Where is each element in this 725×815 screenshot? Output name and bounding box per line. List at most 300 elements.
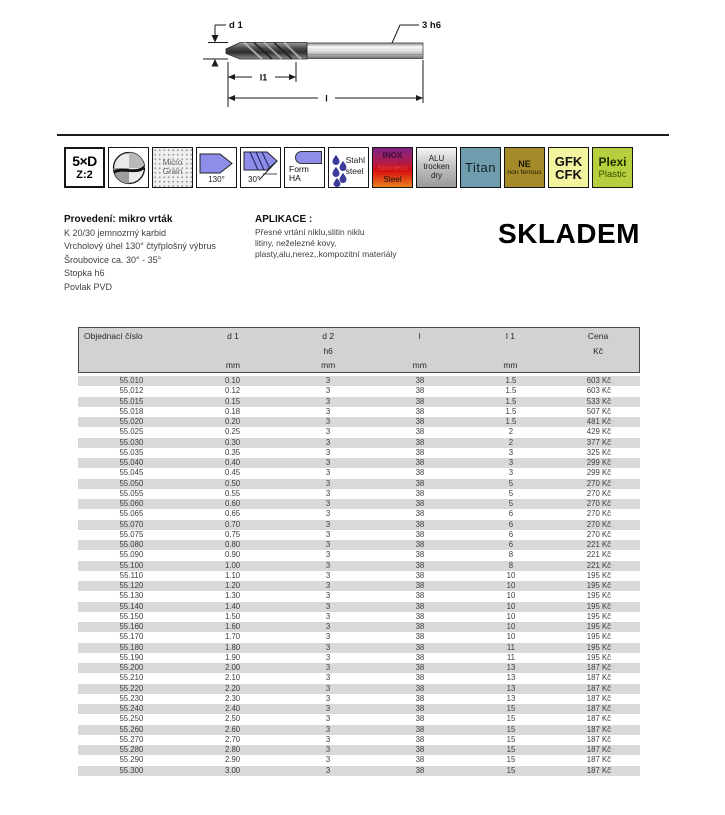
table-cell: 15 — [506, 734, 516, 744]
table-cell: 3 — [325, 519, 331, 529]
table-cell: 5 — [508, 478, 514, 488]
table-cell: 3 — [325, 622, 331, 632]
table-cell: 3 — [325, 499, 331, 509]
table-cell: 11 — [506, 652, 516, 662]
table-cell: 187 Kč — [586, 765, 612, 775]
table-cell: 38 — [415, 529, 425, 539]
table-cell: 38 — [415, 447, 425, 457]
table-cell: 2 — [508, 427, 514, 437]
table-cell: 270 Kč — [586, 499, 612, 509]
header-price: Cena — [587, 331, 609, 341]
table-cell: 38 — [415, 458, 425, 468]
table-cell: 38 — [415, 581, 425, 591]
table-cell: 38 — [415, 417, 425, 427]
table-cell: 38 — [415, 673, 425, 683]
table-cell: 0.80 — [224, 540, 241, 550]
badge-gfk-cfk — [548, 147, 589, 188]
table-cell: 38 — [415, 601, 425, 611]
table-cell: 221 Kč — [586, 540, 612, 550]
table-row — [78, 561, 640, 571]
table-cell: 15 — [506, 765, 516, 775]
table-cell: 0.45 — [224, 468, 241, 478]
table-cell: 221 Kč — [586, 560, 612, 570]
table-row — [78, 632, 640, 642]
badge-5xd-label: 5×D — [72, 153, 97, 169]
table-row — [78, 479, 640, 489]
table-cell: 38 — [415, 652, 425, 662]
table-row — [78, 427, 640, 437]
table-cell: 38 — [415, 386, 425, 396]
table-cell: 55.300 — [119, 765, 144, 775]
table-cell: 0.55 — [224, 488, 241, 498]
table-cell: 38 — [415, 406, 425, 416]
table-cell: 10 — [506, 622, 516, 632]
table-cell: 3 — [325, 704, 331, 714]
drill-flutes — [226, 43, 307, 60]
divider-line — [57, 134, 669, 136]
aplikace-section — [255, 214, 485, 259]
table-cell: 429 Kč — [586, 427, 612, 437]
badge-plastic-label: Plastic — [598, 168, 627, 180]
table-cell: 3 — [325, 468, 331, 478]
table-cell: 15 — [506, 704, 516, 714]
table-cell: 38 — [415, 734, 425, 744]
provedeni-line: Vrcholový úhel 130° čtyřplošný výbrus — [64, 241, 216, 252]
table-cell: 3 — [325, 745, 331, 755]
table-cell: 38 — [415, 745, 425, 755]
table-cell: 38 — [415, 591, 425, 601]
provedeni-line: Šroubovice ca. 30° - 35° — [64, 254, 162, 265]
table-cell: 0.50 — [224, 478, 241, 488]
badge-plexi-plastic — [592, 147, 633, 188]
table-cell: 325 Kč — [586, 447, 612, 457]
table-row — [78, 694, 640, 704]
badge-inox-label: INOX — [382, 151, 403, 160]
aplikace-line: litiny, neželezné kovy, — [255, 237, 337, 248]
badge-plexi-label: Plexi — [598, 154, 627, 169]
table-row — [78, 643, 640, 653]
table-cell: 15 — [506, 755, 516, 765]
table-cell: 38 — [415, 714, 425, 724]
table-cell: 5 — [508, 488, 514, 498]
badge-dry-label: dry — [430, 170, 443, 180]
table-cell: 3 — [325, 724, 331, 734]
table-cell: 187 Kč — [586, 704, 612, 714]
table-row — [78, 745, 640, 755]
table-cell: 3 — [325, 611, 331, 621]
table-row — [78, 571, 640, 581]
badge-steel-label: steel — [345, 166, 364, 176]
table-cell: 38 — [415, 704, 425, 714]
table-row — [78, 489, 640, 499]
aplikace-title: APLIKACE : — [255, 214, 313, 225]
badge-point-angle-label: 130° — [208, 175, 225, 184]
table-cell: 38 — [415, 724, 425, 734]
provedeni-line: Stopka h6 — [64, 268, 105, 279]
table-cell: 1.10 — [224, 570, 241, 580]
table-row — [78, 653, 640, 663]
badge-alu-dry — [416, 147, 457, 188]
table-cell: 3 — [325, 396, 331, 406]
table-cell: 3 — [325, 427, 331, 437]
dimension-label-l1: l1 — [259, 72, 268, 83]
table-row — [78, 520, 640, 530]
table-cell: 5 — [508, 499, 514, 509]
dimension-lines — [203, 25, 423, 107]
table-cell: 10 — [506, 601, 516, 611]
table-row — [78, 663, 640, 673]
table-cell: 55.025 — [119, 427, 144, 437]
table-cell: 38 — [415, 468, 425, 478]
badge-micro-grain-line1: Micro — [162, 158, 183, 167]
table-cell: 55.140 — [119, 601, 144, 611]
table-row — [78, 550, 640, 560]
aplikace-line: plasty,alu,nerez,.kompozitní materiály — [255, 248, 397, 259]
table-cell: 55.270 — [119, 734, 144, 744]
table-row — [78, 684, 640, 694]
table-cell: 3 — [325, 406, 331, 416]
table-cell: 0.10 — [224, 376, 241, 386]
badge-inox-stainless — [372, 147, 413, 188]
table-cell: 55.075 — [119, 529, 144, 539]
badge-5xd-z2 — [64, 147, 105, 188]
table-cell: 55.020 — [119, 417, 144, 427]
table-cell: 55.240 — [119, 704, 144, 714]
table-cell: 55.230 — [119, 693, 144, 703]
table-row — [78, 458, 640, 468]
dimension-label-l: l — [325, 93, 328, 104]
table-cell: 38 — [415, 632, 425, 642]
table-cell: 55.030 — [119, 437, 144, 447]
table-cell: 55.260 — [119, 724, 144, 734]
table-row — [78, 704, 640, 714]
table-cell: 2.90 — [224, 755, 241, 765]
table-cell: 0.25 — [224, 427, 241, 437]
table-cell: 3 — [325, 734, 331, 744]
table-cell: 1.00 — [224, 560, 241, 570]
table-cell: 38 — [415, 642, 425, 652]
table-cell: 55.040 — [119, 458, 144, 468]
table-cell: 187 Kč — [586, 683, 612, 693]
badge-stainless-label: Stainless — [377, 163, 408, 172]
table-cell: 2.20 — [224, 683, 241, 693]
badge-ha-label: HA — [289, 173, 301, 183]
table-row — [78, 376, 640, 386]
table-cell: 2.30 — [224, 693, 241, 703]
badge-z2-label: Z:2 — [76, 169, 93, 181]
table-cell: 195 Kč — [586, 581, 612, 591]
table-cell: 38 — [415, 611, 425, 621]
table-cell: 3 — [325, 417, 331, 427]
badge-cross-section — [108, 147, 149, 188]
table-cell: 55.060 — [119, 499, 144, 509]
table-cell: 3 — [325, 581, 331, 591]
table-cell: 481 Kč — [586, 417, 612, 427]
table-cell: 2.60 — [224, 724, 241, 734]
table-cell: 13 — [506, 673, 516, 683]
table-cell: 15 — [506, 745, 516, 755]
table-cell: 38 — [415, 396, 425, 406]
table-cell: 195 Kč — [586, 652, 612, 662]
table-cell: 2.50 — [224, 714, 241, 724]
badge-helix-angle — [240, 147, 281, 188]
dimension-label-shank: 3 h6 — [422, 20, 442, 31]
table-cell: 3 — [325, 488, 331, 498]
table-cell: 603 Kč — [586, 386, 612, 396]
badge-titan — [460, 147, 501, 188]
table-cell: 3.00 — [224, 765, 241, 775]
table-cell: 1.5 — [505, 406, 517, 416]
badge-point-angle — [196, 147, 237, 188]
table-row — [78, 591, 640, 601]
table-cell: 55.012 — [119, 386, 144, 396]
table-cell: 55.170 — [119, 632, 144, 642]
table-cell: 55.080 — [119, 540, 144, 550]
table-cell: 38 — [415, 755, 425, 765]
table-cell: 55.160 — [119, 622, 144, 632]
table-cell: 0.35 — [224, 447, 241, 457]
table-cell: 55.050 — [119, 478, 144, 488]
table-cell: 507 Kč — [586, 406, 612, 416]
table-cell: 0.15 — [224, 396, 241, 406]
table-cell: 3 — [325, 529, 331, 539]
table-cell: 187 Kč — [586, 745, 612, 755]
table-cell: 6 — [508, 519, 514, 529]
header-d1: d 1 — [227, 331, 239, 341]
table-cell: 187 Kč — [586, 673, 612, 683]
table-cell: 3 — [508, 468, 514, 478]
badge-cfk-label: CFK — [555, 166, 582, 182]
table-cell: 0.75 — [224, 529, 241, 539]
form-ha-shank-icon — [295, 151, 322, 164]
table-cell: 0.40 — [224, 458, 241, 468]
table-cell: 1.70 — [224, 632, 241, 642]
table-cell: 38 — [415, 663, 425, 673]
table-cell: 1.40 — [224, 601, 241, 611]
table-cell: 3 — [325, 560, 331, 570]
table-cell: 1.5 — [505, 376, 517, 386]
table-row — [78, 499, 640, 509]
table-cell: 55.200 — [119, 663, 144, 673]
table-cell: 55.290 — [119, 755, 144, 765]
table-cell: 55.280 — [119, 745, 144, 755]
table-cell: 8 — [508, 550, 514, 560]
table-cell: 0.70 — [224, 519, 241, 529]
table-cell: 38 — [415, 622, 425, 632]
table-cell: 3 — [325, 591, 331, 601]
table-cell: 11 — [506, 642, 516, 652]
table-cell: 10 — [506, 632, 516, 642]
badge-gfk-label: GFK — [554, 153, 583, 169]
table-cell: 55.018 — [119, 406, 144, 416]
table-cell: 38 — [415, 376, 425, 386]
feature-badge-strip — [64, 147, 633, 188]
dimension-label-d1: d 1 — [229, 20, 243, 31]
drill-shank — [307, 43, 423, 59]
table-row — [78, 540, 640, 550]
table-cell: 3 — [508, 447, 514, 457]
table-cell: 3 — [325, 642, 331, 652]
table-cell: 3 — [325, 447, 331, 457]
table-cell: 3 — [325, 683, 331, 693]
badge-helix-angle-label: 30° — [248, 175, 261, 184]
table-cell: 187 Kč — [586, 663, 612, 673]
table-cell: 3 — [325, 570, 331, 580]
table-cell: 2 — [508, 437, 514, 447]
header-l: l — [418, 331, 421, 341]
table-cell: 38 — [415, 560, 425, 570]
table-cell: 2.10 — [224, 673, 241, 683]
table-cell: 55.150 — [119, 611, 144, 621]
header-l1: l 1 — [505, 331, 515, 341]
table-cell: 55.210 — [119, 673, 144, 683]
badge-micro-grain — [152, 147, 193, 188]
table-cell: 1.30 — [224, 591, 241, 601]
table-cell: 0.30 — [224, 437, 241, 447]
table-row — [78, 714, 640, 724]
table-cell: 38 — [415, 519, 425, 529]
table-cell: 2.80 — [224, 745, 241, 755]
table-row — [78, 509, 640, 519]
table-cell: 10 — [506, 591, 516, 601]
table-cell: 55.035 — [119, 447, 144, 457]
badge-micro-grain-line2: Grain — [162, 166, 183, 176]
availability-label: SKLADEM — [498, 218, 640, 249]
table-cell: 2.70 — [224, 734, 241, 744]
table-cell: 13 — [506, 663, 516, 673]
table-row — [78, 673, 640, 683]
header-unit-mm: mm — [225, 359, 241, 370]
table-cell: 299 Kč — [586, 458, 612, 468]
table-cell: 55.220 — [119, 683, 144, 693]
table-row — [78, 386, 640, 396]
badge-steel2-label: Steel — [383, 175, 402, 184]
table-cell: 55.070 — [119, 519, 144, 529]
table-cell: 195 Kč — [586, 622, 612, 632]
table-cell: 0.90 — [224, 550, 241, 560]
table-cell: 1.5 — [505, 417, 517, 427]
table-cell: 0.18 — [224, 406, 241, 416]
table-cell: 3 — [325, 437, 331, 447]
table-cell: 533 Kč — [586, 396, 612, 406]
table-cell: 55.120 — [119, 581, 144, 591]
table-cell: 270 Kč — [586, 509, 612, 519]
table-cell: 0.20 — [224, 417, 241, 427]
table-row — [78, 602, 640, 612]
table-cell: 13 — [506, 693, 516, 703]
table-cell: 3 — [325, 601, 331, 611]
table-header — [78, 327, 640, 373]
table-cell: 187 Kč — [586, 755, 612, 765]
table-cell: 55.100 — [119, 560, 144, 570]
table-row — [78, 622, 640, 632]
table-cell: 3 — [325, 714, 331, 724]
table-row — [78, 612, 640, 622]
table-cell: 195 Kč — [586, 632, 612, 642]
badge-ne-label: NE — [518, 159, 531, 169]
table-cell: 55.010 — [119, 376, 144, 386]
table-row — [78, 448, 640, 458]
header-unit-mm: mm — [412, 359, 427, 370]
table-cell: 2.40 — [224, 704, 241, 714]
table-cell: 3 — [325, 755, 331, 765]
table-cell: 3 — [325, 478, 331, 488]
table-cell: 3 — [325, 663, 331, 673]
table-cell: 38 — [415, 488, 425, 498]
table-cell: 10 — [506, 611, 516, 621]
table-cell: 221 Kč — [586, 550, 612, 560]
table-cell: 195 Kč — [586, 642, 612, 652]
table-cell: 270 Kč — [586, 519, 612, 529]
provedeni-line: Povlak PVD — [64, 281, 113, 292]
table-cell: 55.090 — [119, 550, 144, 560]
table-cell: 55.190 — [119, 652, 144, 662]
table-cell: 603 Kč — [586, 376, 612, 386]
table-cell: 38 — [415, 509, 425, 519]
table-cell: 0.65 — [224, 509, 241, 519]
table-cell: 38 — [415, 550, 425, 560]
table-cell: 55.250 — [119, 714, 144, 724]
table-row — [78, 725, 640, 735]
table-cell: 270 Kč — [586, 488, 612, 498]
table-cell: 38 — [415, 683, 425, 693]
table-row — [78, 766, 640, 776]
table-row — [78, 581, 640, 591]
header-d2-tolerance: h6 — [323, 346, 333, 356]
table-cell: 3 — [508, 458, 514, 468]
table-cell: 377 Kč — [586, 437, 612, 447]
table-cell: 187 Kč — [586, 734, 612, 744]
table-cell: 3 — [325, 693, 331, 703]
table-cell: 3 — [325, 550, 331, 560]
table-cell: 3 — [325, 458, 331, 468]
table-row — [78, 407, 640, 417]
table-cell: 187 Kč — [586, 714, 612, 724]
badge-trocken-label: trocken — [423, 162, 450, 172]
table-cell: 195 Kč — [586, 591, 612, 601]
table-body — [78, 376, 640, 776]
table-cell: 15 — [506, 714, 516, 724]
badge-alu-label: ALU — [428, 153, 445, 163]
table-row — [78, 397, 640, 407]
table-cell: 195 Kč — [586, 601, 612, 611]
table-cell: 6 — [508, 529, 514, 539]
table-cell: 38 — [415, 437, 425, 447]
table-cell: 38 — [415, 499, 425, 509]
table-cell: 1.5 — [505, 386, 517, 396]
header-unit-mm: mm — [321, 359, 336, 370]
table-cell: 299 Kč — [586, 468, 612, 478]
table-cell: 1.50 — [224, 611, 241, 621]
table-cell: 55.180 — [119, 642, 144, 652]
table-cell: 3 — [325, 765, 331, 775]
table-cell: 3 — [325, 540, 331, 550]
table-cell: 270 Kč — [586, 529, 612, 539]
table-cell: 38 — [415, 540, 425, 550]
drill-technical-drawing — [188, 8, 460, 114]
badge-non-ferrous-label: non ferrous — [507, 169, 542, 176]
table-cell: 55.130 — [119, 591, 144, 601]
header-price-unit: Kč — [593, 346, 604, 356]
table-cell: 55.065 — [119, 509, 144, 519]
table-cell: 195 Kč — [586, 570, 612, 580]
table-cell: 38 — [415, 765, 425, 775]
table-cell: 3 — [325, 652, 331, 662]
header-order-number: Objednací číslo — [84, 331, 143, 341]
table-cell: 270 Kč — [586, 478, 612, 488]
table-cell: 187 Kč — [586, 724, 612, 734]
table-cell: 1.20 — [224, 581, 241, 591]
